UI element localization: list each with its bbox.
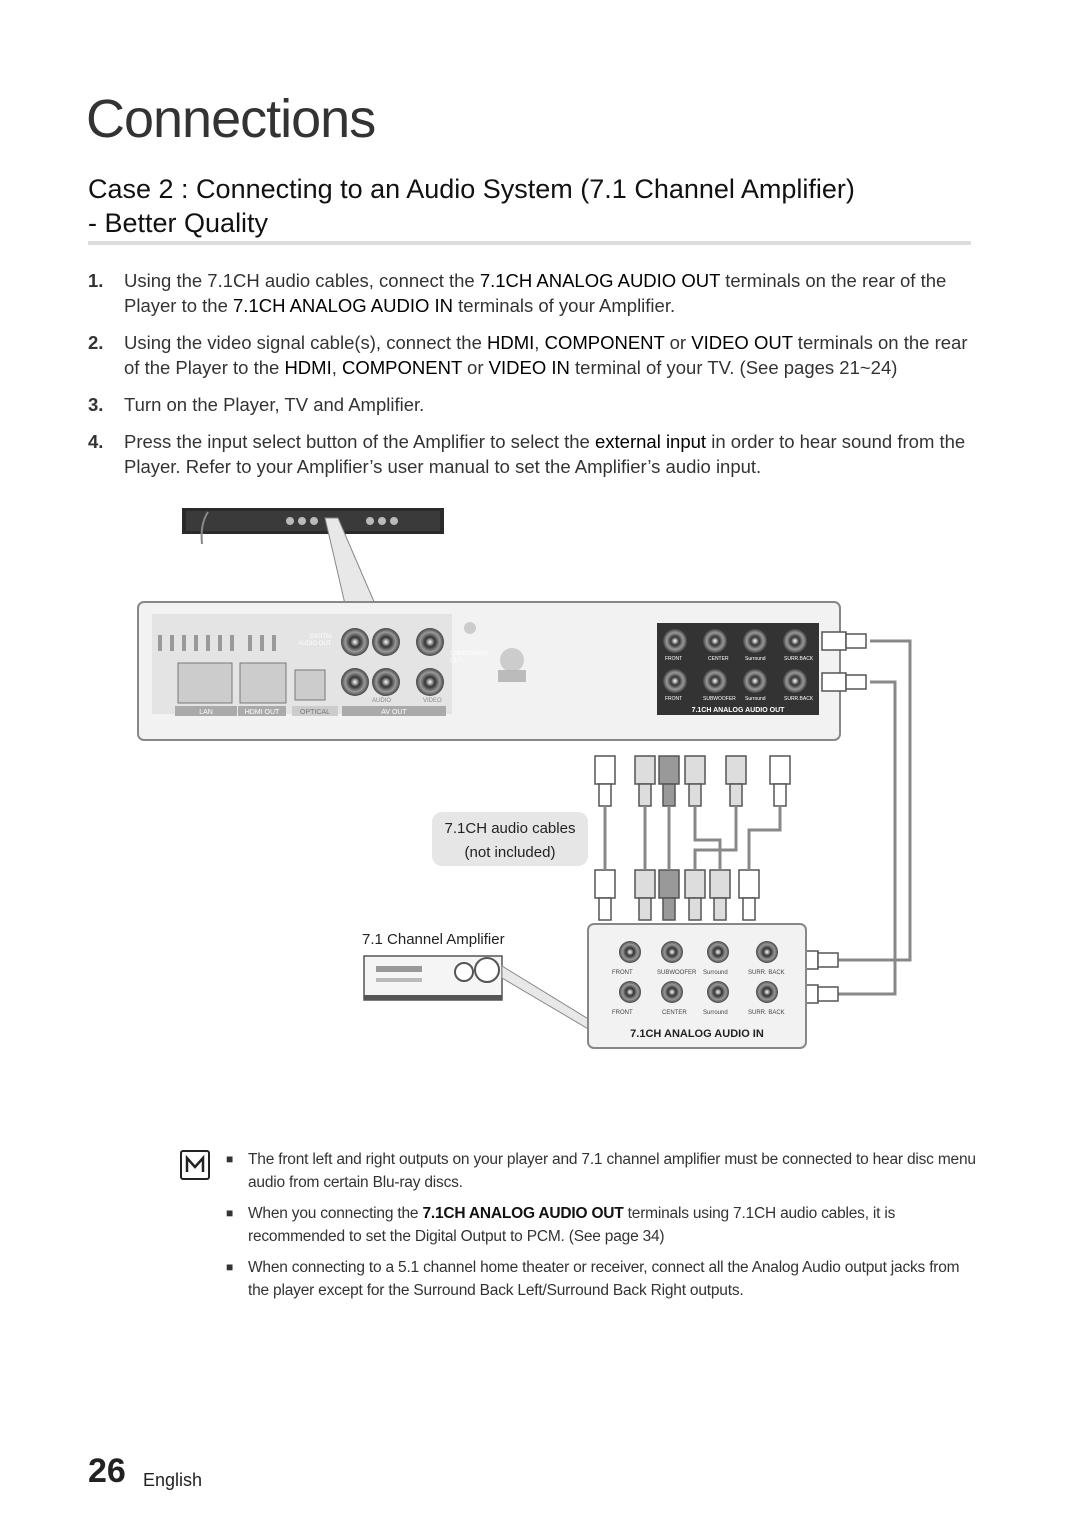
optical-port <box>295 670 325 700</box>
center-label: CENTER <box>708 656 729 662</box>
notes-section <box>180 1148 980 1310</box>
page-number: 26 <box>88 1452 126 1490</box>
video-label: VIDEO <box>423 698 442 704</box>
cable-label-1: 7.1CH audio cables <box>444 820 576 837</box>
lan-port <box>178 663 232 703</box>
note-3: ■ When connecting to a 5.1 channel home theater or receiver, connect all the Analog Audio output jacks from the player except for the Surround Back Left/Surround Back Right outputs. <box>180 1256 980 1302</box>
step-number: 2. <box>88 332 104 353</box>
bullet-icon: ■ <box>226 1206 234 1220</box>
step-4: 4. Press the input select button of the Amplifier to select the external input in order to hear sound from the Player. Refer to your Amplifier’s user manual to set the Amplifier’s audio input. <box>88 431 966 477</box>
step-3: 3. Turn on the Player, TV and Amplifier. <box>88 394 425 415</box>
surround-l-label: Surround <box>745 656 766 662</box>
cable-runs <box>605 806 780 870</box>
page-heading: Connections <box>86 89 376 149</box>
player-rear-panel <box>138 602 840 740</box>
audio-out-label: AUDIO OUT <box>298 641 332 647</box>
connection-diagram <box>130 500 930 1090</box>
section-title-line-2: - Better Quality <box>88 208 269 238</box>
note-2: ■ When you connecting the 7.1CH ANALOG AUDIO OUT terminals using 7.1CH audio cables, it is recommended to set the Digital Output to PCM. (See page 34) <box>180 1202 980 1248</box>
analog-audio-in-label: 7.1CH ANALOG AUDIO IN <box>630 1028 764 1040</box>
component-label: COMPONENT <box>450 651 489 657</box>
surr-back-r-label: SURR.BACK <box>784 696 814 702</box>
cable-label-box <box>432 812 588 866</box>
amp-rear-panel <box>588 924 806 1048</box>
av-out-label: AV OUT <box>381 709 407 716</box>
optical-label: OPTICAL <box>300 709 330 716</box>
front-l-label: FRONT <box>665 656 683 662</box>
amp-surr-back-r-label: SURR. BACK <box>748 970 785 976</box>
hdmi-port <box>240 663 286 703</box>
step-number: 1. <box>88 270 104 291</box>
amp-label: 7.1 Channel Amplifier <box>362 931 505 948</box>
subwoofer-label: SUBWOOFER <box>703 696 736 702</box>
step-number: 3. <box>88 394 104 415</box>
amp-surround-l-label: Surround <box>703 1010 728 1016</box>
surr-back-l-label: SURR.BACK <box>784 656 814 662</box>
amp-front-r-label: FRONT <box>612 970 633 976</box>
fan-icon <box>498 648 526 682</box>
step-1: 1. Using the 7.1CH audio cables, connect the 7.1CH ANALOG AUDIO OUT terminals on the rear of the Player to the 7.1CH ANALOG AUDIO IN terminals of your Amplifier. <box>88 270 947 316</box>
amplifier-unit <box>364 956 590 1030</box>
amp-surr-back-l-label: SURR. BACK <box>748 1010 785 1016</box>
amp-front-l-label: FRONT <box>612 1010 633 1016</box>
page-language: English <box>143 1470 203 1490</box>
front-r-label: FRONT <box>665 696 683 702</box>
note-1: ■ The front left and right outputs on your player and 7.1 channel amplifier must be connected to hear disc menu audio from certain Blu-ray discs. <box>180 1148 980 1194</box>
cable-label-2: (not included) <box>464 844 556 861</box>
amp-surround-r-label: Surround <box>703 970 728 976</box>
step-2: 2. Using the video signal cable(s), connect the HDMI, COMPONENT or VIDEO OUT terminals on the rear of the Player to the HDMI, COMPONENT or VIDEO IN terminal of your TV. (See pages 21~24) <box>88 332 968 378</box>
analog-audio-out-label: 7.1CH ANALOG AUDIO OUT <box>691 707 785 714</box>
section-title-line-1: Case 2 : Connecting to an Audio System (7.1 Channel Amplifier) <box>88 174 855 204</box>
digital-label: DIGITAL <box>310 634 333 640</box>
component-out-label: OUT <box>450 658 463 664</box>
surround-r-label: Surround <box>745 696 766 702</box>
section-title <box>88 172 988 240</box>
instruction-steps <box>88 268 983 491</box>
player-rear-thumbnail <box>182 508 444 604</box>
hdmi-out-label: HDMI OUT <box>244 709 280 716</box>
bullet-icon: ■ <box>226 1260 234 1274</box>
amp-center-label: CENTER <box>662 1010 687 1016</box>
bullet-icon: ■ <box>226 1152 234 1166</box>
lan-label: LAN <box>199 709 213 716</box>
title-divider <box>88 241 971 245</box>
amp-subwoofer-label: SUBWOOFER <box>657 970 697 976</box>
step-number: 4. <box>88 431 104 452</box>
rca-cables-vertical <box>595 756 790 920</box>
audio-label: AUDIO <box>372 698 392 704</box>
